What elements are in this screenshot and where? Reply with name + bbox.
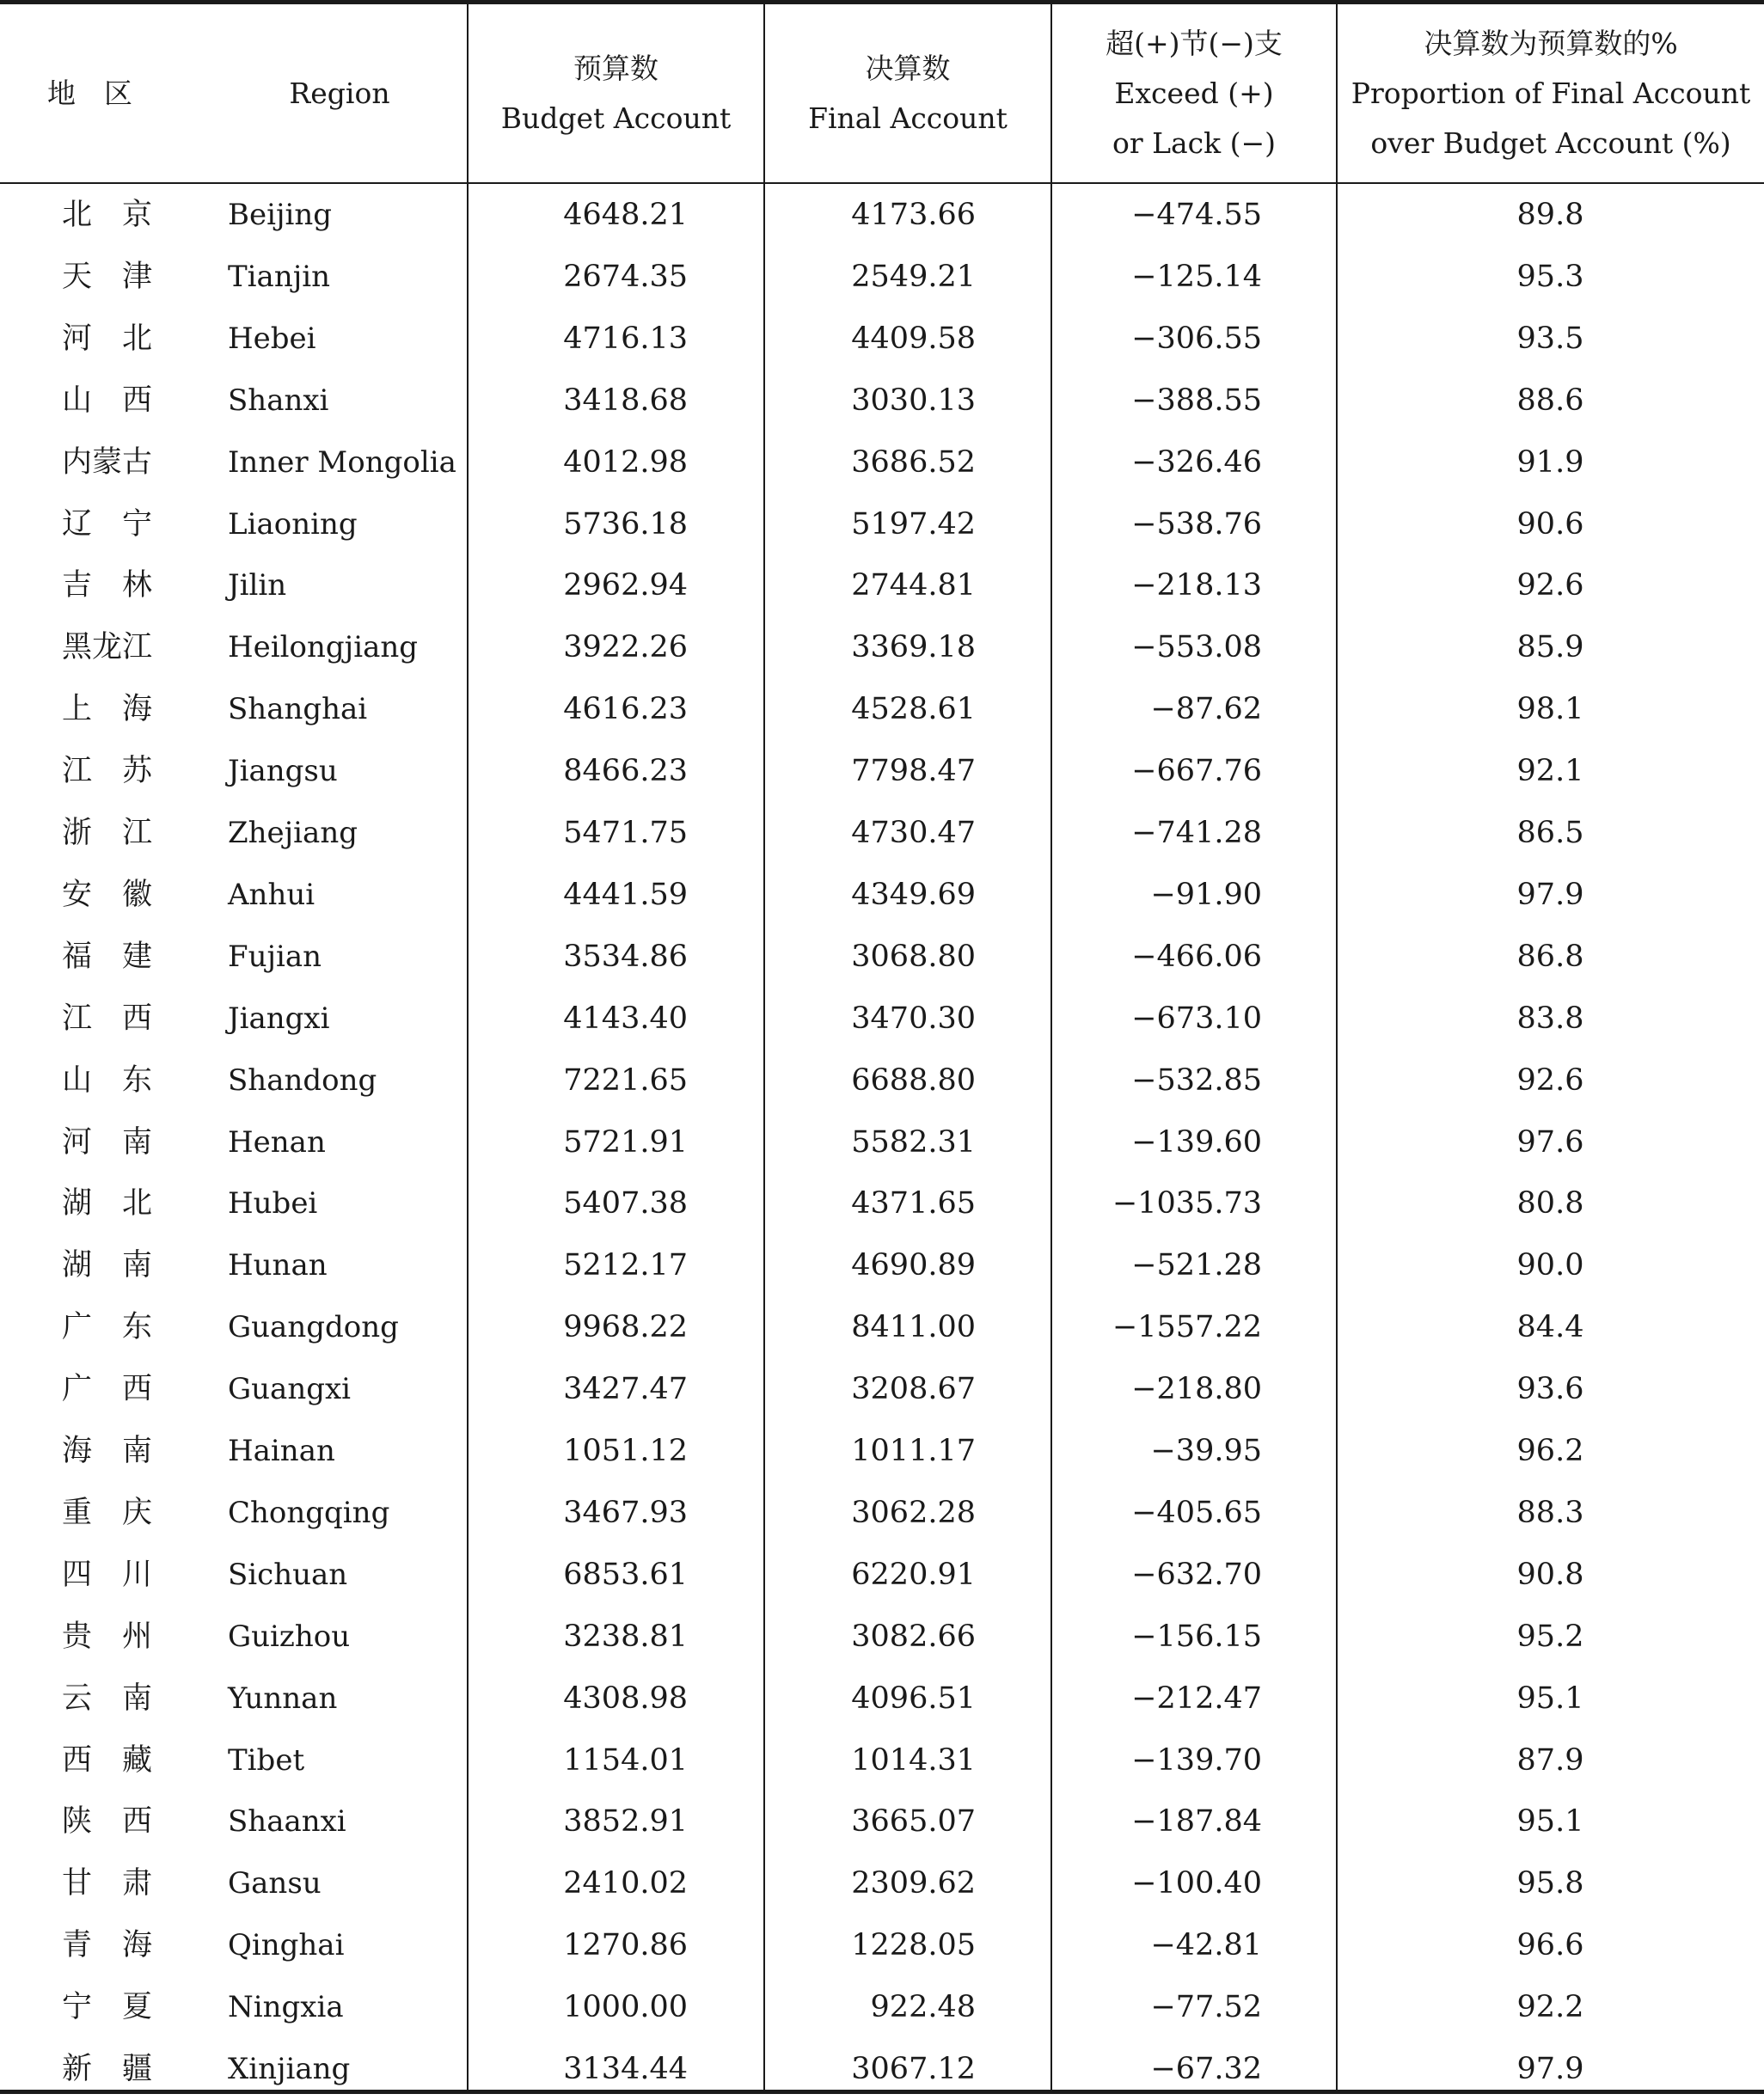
region-en-cell: Fujian: [228, 939, 322, 974]
table-row: [0, 1050, 1764, 1111]
table-row: [0, 1172, 1764, 1234]
region-en-cell: Yunnan: [228, 1681, 338, 1716]
budget-cell: 1154.01: [563, 1742, 688, 1778]
table-row: [0, 802, 1764, 864]
final-cell: 3369.18: [851, 630, 976, 665]
budget-cell: 2410.02: [563, 1866, 688, 1901]
region-cn-cell: 重 庆: [62, 1495, 153, 1530]
region-en-cell: Hebei: [228, 321, 316, 356]
final-cell: 2549.21: [851, 259, 976, 294]
region-cn-cell: 上 海: [62, 692, 153, 727]
header-region-en-label: Region: [289, 76, 390, 110]
difference-cell: −466.06: [1131, 939, 1262, 974]
budget-cell: 5212.17: [563, 1248, 688, 1283]
region-cn-cell: 甘 肃: [62, 1866, 153, 1901]
table-row: [0, 1482, 1764, 1544]
table-row: [0, 246, 1764, 308]
table-row: [0, 184, 1764, 246]
final-cell: 3062.28: [851, 1495, 976, 1530]
table-row: [0, 1420, 1764, 1482]
final-cell: 5582.31: [851, 1124, 976, 1160]
region-en-cell: Liaoning: [228, 506, 358, 542]
final-cell: 4690.89: [851, 1248, 976, 1283]
region-cn-cell: 辽 宁: [62, 506, 153, 542]
header-budget-en: Budget Account: [500, 101, 732, 135]
region-cn-cell: 北 京: [62, 198, 153, 232]
budget-cell: 5736.18: [563, 506, 688, 542]
final-cell: 3068.80: [851, 939, 976, 974]
proportion-cell: 95.2: [1516, 1619, 1584, 1654]
final-cell: 3665.07: [851, 1804, 976, 1840]
final-cell: 1228.05: [851, 1928, 976, 1963]
region-en-cell: Shaanxi: [228, 1804, 346, 1840]
table-row: [0, 1976, 1764, 2038]
final-cell: 5197.42: [851, 506, 976, 542]
budget-cell: 4616.23: [563, 692, 688, 727]
budget-cell: 2962.94: [563, 568, 688, 603]
budget-cell: 5407.38: [563, 1186, 688, 1221]
region-cn-cell: 河 南: [62, 1124, 153, 1160]
region-cn-cell: 吉 林: [62, 568, 153, 603]
table-row: [0, 1730, 1764, 1791]
final-cell: 1011.17: [851, 1434, 976, 1468]
region-cn-cell: 宁 夏: [62, 1990, 153, 2025]
difference-cell: −532.85: [1131, 1062, 1262, 1098]
header-difference-en-2: or Lack (−): [1112, 126, 1277, 160]
region-en-cell: Shanghai: [228, 692, 368, 727]
budget-cell: 2674.35: [563, 259, 688, 294]
region-cn-cell: 安 徽: [62, 877, 153, 912]
proportion-cell: 86.5: [1516, 816, 1584, 850]
region-en-cell: Henan: [228, 1124, 326, 1160]
region-en-cell: Hubei: [228, 1186, 318, 1221]
difference-cell: −212.47: [1131, 1681, 1262, 1716]
budget-cell: 6853.61: [563, 1557, 688, 1592]
region-cn-cell: 浙 江: [62, 816, 153, 850]
region-en-cell: Guangxi: [228, 1372, 352, 1407]
region-en-cell: Hainan: [228, 1434, 335, 1468]
region-en-cell: Jiangxi: [228, 1001, 330, 1036]
header-region-cn-label: 地 区: [47, 76, 132, 110]
final-cell: 7798.47: [851, 754, 976, 789]
budget-cell: 5471.75: [563, 816, 688, 850]
header-region-cn: [47, 4, 168, 182]
header-proportion: [1338, 4, 1764, 182]
region-en-cell: Tianjin: [228, 259, 331, 294]
budget-cell: 1270.86: [563, 1928, 688, 1963]
region-en-cell: Chongqing: [228, 1495, 390, 1530]
difference-cell: −91.90: [1150, 877, 1262, 912]
table-row: [0, 1852, 1764, 1914]
difference-cell: −1035.73: [1112, 1186, 1262, 1221]
proportion-cell: 93.6: [1516, 1372, 1584, 1407]
difference-cell: −673.10: [1131, 1001, 1262, 1036]
region-cn-cell: 广 西: [62, 1372, 153, 1407]
table-row: [0, 308, 1764, 370]
budget-cell: 5721.91: [563, 1124, 688, 1160]
region-en-cell: Sichuan: [228, 1557, 348, 1592]
proportion-cell: 98.1: [1516, 692, 1584, 727]
final-cell: 2309.62: [851, 1866, 976, 1901]
final-cell: 3082.66: [851, 1619, 976, 1654]
budget-cell: 1051.12: [563, 1434, 688, 1468]
proportion-cell: 96.2: [1516, 1434, 1584, 1468]
final-cell: 4349.69: [851, 877, 976, 912]
proportion-cell: 80.8: [1516, 1186, 1584, 1221]
table-row: [0, 1914, 1764, 1976]
region-cn-cell: 天 津: [62, 259, 153, 294]
difference-cell: −405.65: [1131, 1495, 1262, 1530]
region-cn-cell: 陕 西: [62, 1804, 153, 1840]
region-cn-cell: 海 南: [62, 1434, 153, 1468]
proportion-cell: 88.3: [1516, 1495, 1584, 1530]
proportion-cell: 97.9: [1516, 877, 1584, 912]
table-row: [0, 1668, 1764, 1730]
region-en-cell: Hunan: [228, 1248, 328, 1283]
difference-cell: −187.84: [1131, 1804, 1262, 1840]
proportion-cell: 95.1: [1516, 1804, 1584, 1840]
final-cell: 1014.31: [851, 1742, 976, 1778]
proportion-cell: 95.1: [1516, 1681, 1584, 1716]
budget-cell: 3427.47: [563, 1372, 688, 1407]
region-cn-cell: 湖 南: [62, 1248, 153, 1283]
final-cell: 6220.91: [851, 1557, 976, 1592]
table-row: [0, 678, 1764, 740]
budget-cell: 3134.44: [563, 2052, 688, 2086]
table-row: [0, 988, 1764, 1050]
header-proportion-en-2: over Budget Account (%): [1370, 126, 1731, 160]
difference-cell: −125.14: [1131, 259, 1262, 294]
proportion-cell: 96.6: [1516, 1928, 1584, 1963]
budget-cell: 4143.40: [563, 1001, 688, 1036]
region-en-cell: Xinjiang: [228, 2052, 351, 2086]
final-cell: 3470.30: [851, 1001, 976, 1036]
proportion-cell: 85.9: [1516, 630, 1584, 665]
header-final-cn: 决算数: [865, 51, 951, 85]
difference-cell: −521.28: [1131, 1248, 1262, 1283]
budget-cell: 3922.26: [563, 630, 688, 665]
proportion-cell: 93.5: [1516, 321, 1584, 356]
difference-cell: −632.70: [1131, 1557, 1262, 1592]
header-budget: [469, 4, 763, 182]
budget-cell: 4648.21: [563, 198, 688, 232]
difference-cell: −218.80: [1131, 1372, 1262, 1407]
region-en-cell: Tibet: [228, 1742, 305, 1778]
region-cn-cell: 内蒙古: [62, 444, 153, 480]
difference-cell: −741.28: [1131, 816, 1262, 850]
final-cell: 4528.61: [851, 692, 976, 727]
budget-cell: 9968.22: [563, 1310, 688, 1345]
difference-cell: −388.55: [1131, 383, 1262, 418]
final-cell: 4173.66: [851, 198, 976, 232]
budget-cell: 1000.00: [563, 1990, 688, 2025]
region-cn-cell: 江 西: [62, 1001, 153, 1036]
proportion-cell: 84.4: [1516, 1310, 1584, 1345]
region-cn-cell: 广 东: [62, 1310, 153, 1345]
region-en-cell: Jiangsu: [228, 754, 338, 789]
header-proportion-en-1: Proportion of Final Account: [1351, 76, 1751, 110]
header-difference: [1052, 4, 1336, 182]
budget-cell: 8466.23: [563, 754, 688, 789]
final-cell: 4730.47: [851, 816, 976, 850]
region-cn-cell: 云 南: [62, 1681, 153, 1716]
table-row: [0, 370, 1764, 432]
header-budget-cn: 预算数: [573, 51, 658, 85]
header-final: [765, 4, 1050, 182]
region-en-cell: Guizhou: [228, 1619, 351, 1654]
proportion-cell: 92.6: [1516, 1062, 1584, 1098]
region-cn-cell: 新 疆: [62, 2052, 153, 2086]
budget-cell: 3467.93: [563, 1495, 688, 1530]
region-en-cell: Qinghai: [228, 1928, 345, 1963]
proportion-cell: 97.6: [1516, 1124, 1584, 1160]
difference-cell: −77.52: [1150, 1990, 1262, 2025]
final-cell: 4371.65: [851, 1186, 976, 1221]
proportion-cell: 92.2: [1516, 1990, 1584, 2025]
table-row: [0, 554, 1764, 616]
region-en-cell: Gansu: [228, 1866, 322, 1901]
difference-cell: −326.46: [1131, 444, 1262, 480]
proportion-cell: 90.0: [1516, 1248, 1584, 1283]
region-cn-cell: 河 北: [62, 321, 153, 356]
region-en-cell: Anhui: [228, 877, 315, 912]
proportion-cell: 86.8: [1516, 939, 1584, 974]
table-row: [0, 864, 1764, 926]
region-cn-cell: 贵 州: [62, 1619, 153, 1654]
region-cn-cell: 四 川: [62, 1557, 153, 1592]
difference-cell: −667.76: [1131, 754, 1262, 789]
final-cell: 4096.51: [851, 1681, 976, 1716]
proportion-cell: 83.8: [1516, 1001, 1584, 1036]
difference-cell: −67.32: [1150, 2052, 1262, 2086]
proportion-cell: 89.8: [1516, 198, 1584, 232]
proportion-cell: 91.9: [1516, 444, 1584, 480]
proportion-cell: 92.1: [1516, 754, 1584, 789]
region-cn-cell: 福 建: [62, 939, 153, 974]
table-row: [0, 1111, 1764, 1173]
final-cell: 3030.13: [851, 383, 976, 418]
proportion-cell: 90.8: [1516, 1557, 1584, 1592]
header-final-en: Final Account: [808, 101, 1008, 135]
region-en-cell: Zhejiang: [228, 816, 358, 850]
difference-cell: −139.60: [1131, 1124, 1262, 1160]
difference-cell: −39.95: [1150, 1434, 1262, 1468]
region-en-cell: Shandong: [228, 1062, 377, 1098]
header-difference-cn: 超(+)节(−)支: [1106, 26, 1283, 60]
table-row: [0, 616, 1764, 678]
difference-cell: −553.08: [1131, 630, 1262, 665]
table-row: [0, 1606, 1764, 1668]
budget-cell: 3238.81: [563, 1619, 688, 1654]
table-row: [0, 2038, 1764, 2100]
region-cn-cell: 山 西: [62, 383, 153, 418]
region-en-cell: Guangdong: [228, 1310, 399, 1345]
region-cn-cell: 黑龙江: [62, 630, 153, 665]
region-en-cell: Inner Mongolia: [228, 444, 456, 480]
region-en-cell: Shanxi: [228, 383, 329, 418]
budget-cell: 7221.65: [563, 1062, 688, 1098]
proportion-cell: 95.8: [1516, 1866, 1584, 1901]
proportion-cell: 88.6: [1516, 383, 1584, 418]
difference-cell: −474.55: [1131, 198, 1262, 232]
proportion-cell: 90.6: [1516, 506, 1584, 542]
final-cell: 3208.67: [851, 1372, 976, 1407]
final-cell: 8411.00: [851, 1310, 976, 1345]
header-difference-en-1: Exceed (+): [1114, 76, 1274, 110]
difference-cell: −218.13: [1131, 568, 1262, 603]
final-cell: 2744.81: [851, 568, 976, 603]
table-row: [0, 1544, 1764, 1606]
region-cn-cell: 青 海: [62, 1928, 153, 1963]
region-cn-cell: 西 藏: [62, 1742, 153, 1778]
proportion-cell: 95.3: [1516, 259, 1584, 294]
budget-cell: 4308.98: [563, 1681, 688, 1716]
table-row: [0, 432, 1764, 493]
table-row: [0, 1791, 1764, 1852]
region-en-cell: Jilin: [228, 568, 287, 603]
header-proportion-cn: 决算数为预算数的%: [1424, 26, 1678, 60]
final-cell: 3686.52: [851, 444, 976, 480]
table-row: [0, 1296, 1764, 1358]
budget-cell: 4441.59: [563, 877, 688, 912]
final-cell: 6688.80: [851, 1062, 976, 1098]
proportion-cell: 87.9: [1516, 1742, 1584, 1778]
final-cell: 4409.58: [851, 321, 976, 356]
table-row: [0, 1234, 1764, 1296]
budget-cell: 4012.98: [563, 444, 688, 480]
proportion-cell: 92.6: [1516, 568, 1584, 603]
difference-cell: −100.40: [1131, 1866, 1262, 1901]
budget-cell: 3852.91: [563, 1804, 688, 1840]
difference-cell: −139.70: [1131, 1742, 1262, 1778]
difference-cell: −306.55: [1131, 321, 1262, 356]
difference-cell: −538.76: [1131, 506, 1262, 542]
final-cell: 922.48: [870, 1990, 976, 2025]
budget-cell: 3534.86: [563, 939, 688, 974]
region-cn-cell: 湖 北: [62, 1186, 153, 1221]
budget-cell: 4716.13: [563, 321, 688, 356]
region-en-cell: Ningxia: [228, 1990, 344, 2025]
budget-cell: 3418.68: [563, 383, 688, 418]
table-row: [0, 926, 1764, 988]
table-row: [0, 1358, 1764, 1420]
region-cn-cell: 山 东: [62, 1062, 153, 1098]
region-en-cell: Heilongjiang: [228, 630, 418, 665]
difference-cell: −1557.22: [1112, 1310, 1262, 1345]
proportion-cell: 97.9: [1516, 2052, 1584, 2086]
table-row: [0, 493, 1764, 555]
region-cn-cell: 江 苏: [62, 754, 153, 789]
difference-cell: −42.81: [1150, 1928, 1262, 1963]
final-cell: 3067.12: [851, 2052, 976, 2086]
table-row: [0, 740, 1764, 802]
difference-cell: −87.62: [1150, 692, 1262, 727]
header-region-en: [258, 4, 421, 182]
difference-cell: −156.15: [1131, 1619, 1262, 1654]
region-en-cell: Beijing: [228, 198, 333, 232]
